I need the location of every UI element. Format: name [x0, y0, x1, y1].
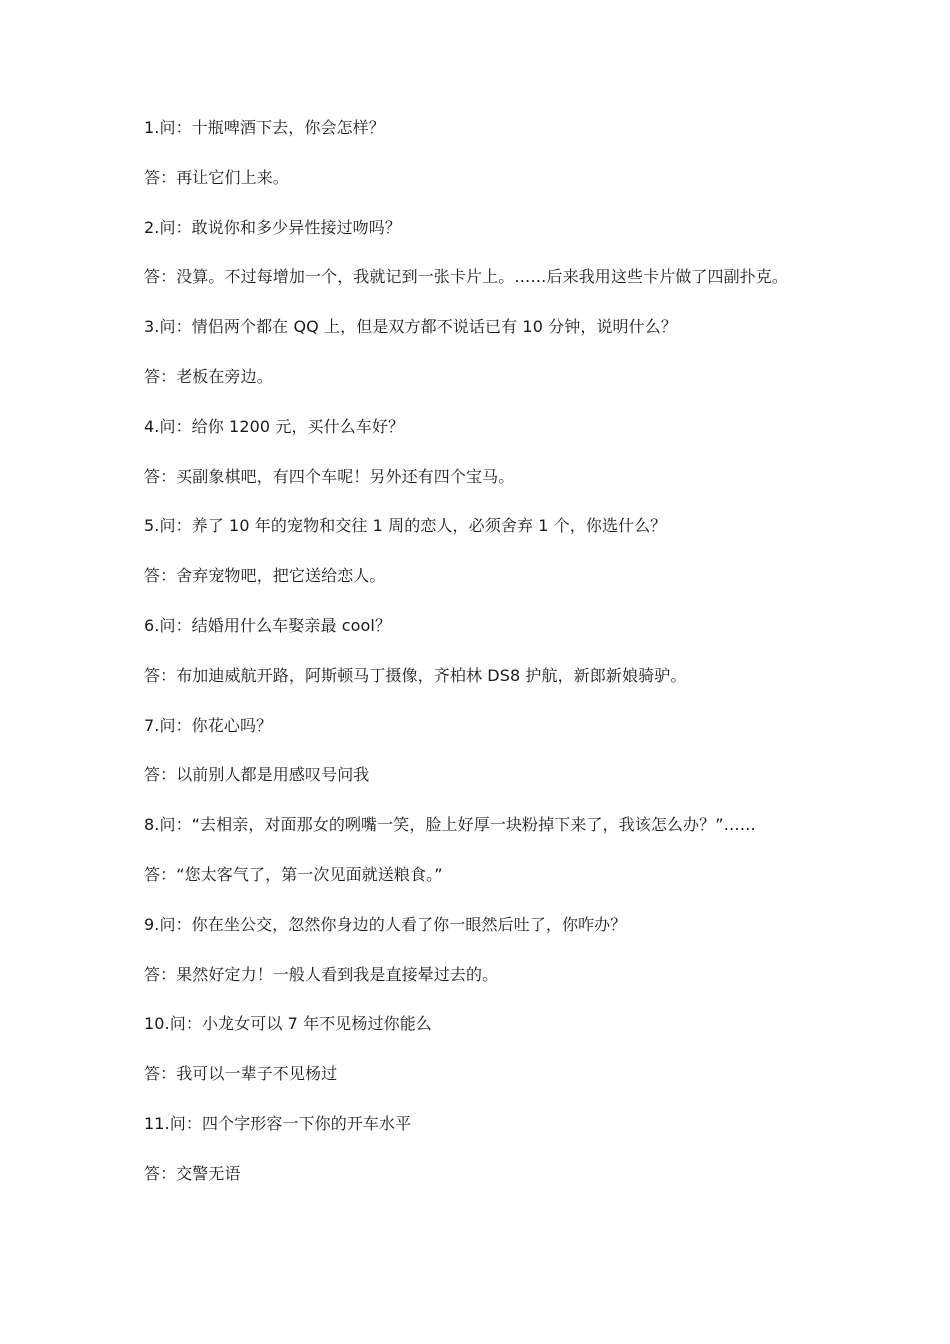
answer-6: 答：布加迪威航开路，阿斯顿马丁摄像，齐柏林 DS8 护航，新郎新娘骑驴。 — [144, 665, 687, 685]
answer-10: 答：我可以一辈子不见杨过 — [144, 1064, 338, 1084]
answer-1: 答：再让它们上来。 — [144, 167, 289, 187]
question-5: 5.问：养了 10 年的宠物和交往 1 周的恋人，必须舍弃 1 个，你选什么？ — [144, 516, 667, 536]
answer-3: 答：老板在旁边。 — [144, 366, 273, 386]
question-11: 11.问：四个字形容一下你的开车水平 — [144, 1113, 412, 1133]
question-9: 9.问：你在坐公交，忽然你身边的人看了你一眼然后吐了，你咋办？ — [144, 914, 627, 934]
answer-11: 答：交警无语 — [144, 1163, 241, 1183]
question-8: 8.问：“去相亲，对面那女的咧嘴一笑，脸上好厚一块粉掉下来了，我该怎么办？”…… — [144, 815, 756, 835]
answer-5: 答：舍弃宠物吧，把它送给恋人。 — [144, 566, 386, 586]
question-10: 10.问：小龙女可以 7 年不见杨过你能么 — [144, 1014, 432, 1034]
answer-7: 答：以前别人都是用感叹号问我 — [144, 765, 370, 785]
question-3: 3.问：情侣两个都在 QQ 上，但是双方都不说话已有 10 分钟，说明什么？ — [144, 317, 677, 337]
question-1: 1.问：十瓶啤酒下去，你会怎样？ — [144, 118, 385, 137]
question-7: 7.问：你花心吗？ — [144, 715, 273, 735]
qa-list — [144, 114, 924, 1210]
question-4: 4.问：给你 1200 元，买什么车好？ — [144, 416, 405, 436]
answer-9: 答：果然好定力！一般人看到我是直接晕过去的。 — [144, 964, 499, 984]
answer-2: 答：没算。不过每增加一个，我就记到一张卡片上。……后来我用这些卡片做了四副扑克。 — [144, 267, 789, 287]
answer-4: 答：买副象棋吧，有四个车呢！另外还有四个宝马。 — [144, 466, 515, 486]
answer-8: 答：“您太客气了，第一次见面就送粮食。” — [144, 864, 443, 884]
question-6: 6.问：结婚用什么车娶亲最 cool？ — [144, 615, 392, 635]
question-2: 2.问：敢说你和多少异性接过吻吗？ — [144, 217, 401, 237]
